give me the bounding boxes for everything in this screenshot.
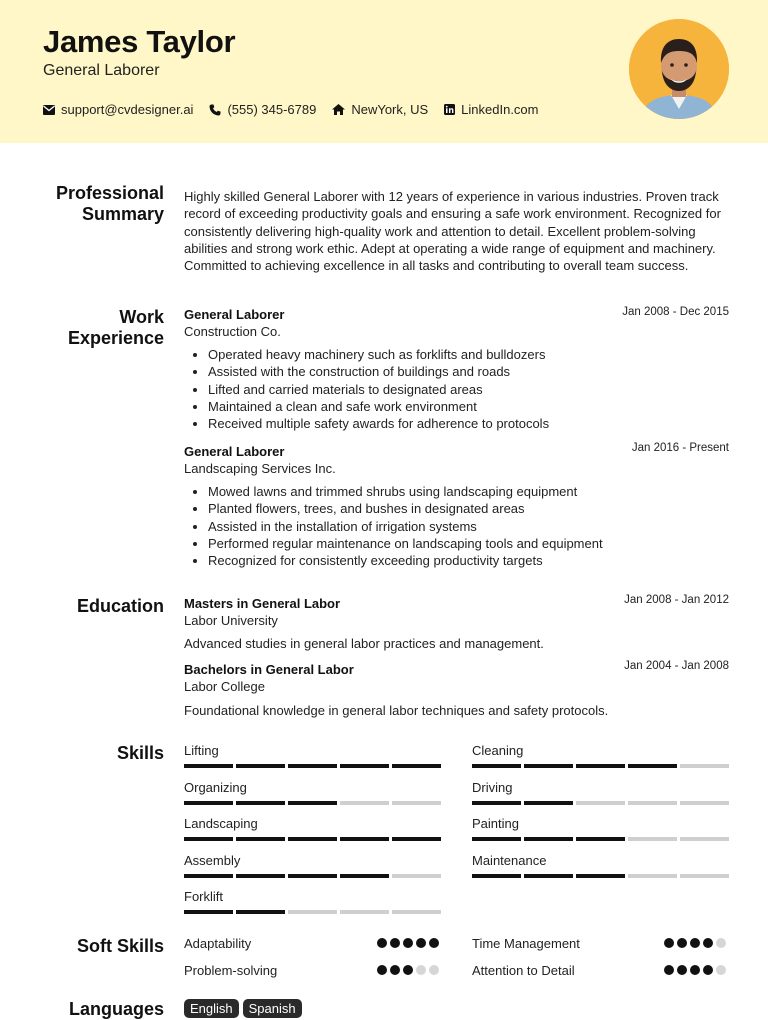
skill-level-segment <box>576 874 625 878</box>
skill-label: Driving <box>472 779 513 795</box>
job-title: General Laborer <box>184 444 285 459</box>
contact-row <box>43 102 555 117</box>
skill-level-bar <box>472 801 729 805</box>
home-icon <box>332 104 345 115</box>
languages-heading: Languages <box>68 999 164 1019</box>
skill-level-segment <box>576 837 625 841</box>
rating-dot <box>716 965 726 975</box>
skill-level-segment <box>340 801 389 805</box>
languages-list <box>184 999 306 1018</box>
skill-label: Assembly <box>184 852 241 868</box>
rating-dot <box>416 965 426 975</box>
skill-level-segment <box>628 837 677 841</box>
rating-dot <box>416 938 426 948</box>
list-item: • Planted flowers, trees, and bushes in designated areas <box>208 500 748 517</box>
list-item: • Performed regular maintenance on landscaping tools and equipment <box>208 535 748 552</box>
skill-level-bar <box>472 837 729 841</box>
rating-dot <box>390 938 400 948</box>
list-item: • Assisted in the installation of irrigation systems <box>208 518 748 535</box>
skill-level-segment <box>628 801 677 805</box>
rating-dot <box>664 938 674 948</box>
skill-level-bar <box>184 837 441 841</box>
envelope-icon <box>43 105 55 115</box>
rating-dot <box>703 938 713 948</box>
rating-dot <box>390 965 400 975</box>
skill-level-segment <box>288 910 337 914</box>
rating-dot <box>690 938 700 948</box>
rating-dot <box>429 965 439 975</box>
skill-level-segment <box>628 764 677 768</box>
skill-level-segment <box>288 801 337 805</box>
rating-dot <box>377 965 387 975</box>
skill-level-segment <box>472 764 521 768</box>
skill-level-segment <box>236 801 285 805</box>
contact-linkedin[interactable] <box>444 102 538 117</box>
skill-level-bar <box>184 910 441 914</box>
skill-level-segment <box>184 837 233 841</box>
skill-level-segment <box>236 764 285 768</box>
skill-level-segment <box>524 837 573 841</box>
language-badge: English <box>184 999 239 1018</box>
skill-level-segment <box>628 874 677 878</box>
resume-header <box>0 0 768 143</box>
job-company: Construction Co. <box>184 324 281 339</box>
skill-level-segment <box>472 874 521 878</box>
job-title: General Laborer <box>184 307 285 322</box>
skill-level-segment <box>236 910 285 914</box>
degree-title: Masters in General Labor <box>184 596 341 611</box>
soft-skill-label: Attention to Detail <box>472 963 575 978</box>
list-item: • Operated heavy machinery such as forklifts and bulldozers <box>208 346 748 363</box>
skill-level-segment <box>680 837 729 841</box>
skill-label: Forklift <box>184 889 223 904</box>
soft-skill-rating <box>664 938 726 948</box>
summary-heading <box>40 183 164 225</box>
skill-level-segment <box>680 801 729 805</box>
soft-skill-rating <box>664 965 726 975</box>
skill-level-segment <box>288 874 337 878</box>
skill-level-segment <box>392 874 441 878</box>
skill-label: Lifting <box>184 743 219 758</box>
list-item: • Recognized for consistently exceeding productivity targets <box>208 552 748 569</box>
avatar-portrait <box>629 19 729 119</box>
job-bullets <box>184 346 748 432</box>
soft-skill-rating <box>377 938 439 948</box>
linkedin-text: LinkedIn.com <box>461 102 539 117</box>
skill-level-segment <box>472 837 521 841</box>
skill-level-segment <box>576 801 625 805</box>
degree-title: Bachelors in General Labor <box>184 662 354 677</box>
skill-level-segment <box>392 910 441 914</box>
skill-level-segment <box>576 764 625 768</box>
profile-photo <box>629 19 729 119</box>
contact-email[interactable] <box>43 102 193 117</box>
job-dates: Jan 2016 - Present <box>631 442 729 454</box>
experience-heading-line1: Work <box>119 307 164 327</box>
skills-heading: Skills <box>116 743 164 763</box>
skill-level-segment <box>184 874 233 878</box>
language-badge: Spanish <box>243 999 302 1018</box>
rating-dot <box>403 938 413 948</box>
skill-level-segment <box>392 764 441 768</box>
job-dates: Jan 2008 - Dec 2015 <box>622 306 729 318</box>
contact-phone[interactable] <box>209 102 316 117</box>
skill-level-segment <box>340 837 389 841</box>
summary-heading-line2: Summary <box>81 204 164 224</box>
skill-level-segment <box>340 910 389 914</box>
school-name: Labor College <box>184 679 265 694</box>
skill-level-segment <box>184 801 233 805</box>
summary-heading-line1: Professional <box>55 183 164 203</box>
skill-level-bar <box>472 764 729 768</box>
skill-level-segment <box>236 874 285 878</box>
skill-level-segment <box>236 837 285 841</box>
skill-label: Painting <box>472 816 519 831</box>
linkedin-icon <box>444 104 455 115</box>
skill-level-segment <box>288 764 337 768</box>
rating-dot <box>716 938 726 948</box>
list-item: • Assisted with the construction of buildings and roads <box>208 363 748 380</box>
skill-level-bar <box>472 874 729 878</box>
skill-level-bar <box>184 764 441 768</box>
skill-level-bar <box>184 874 441 878</box>
experience-heading-line2: Experience <box>67 328 164 348</box>
location-text: NewYork, US <box>351 102 429 117</box>
list-item: • Maintained a clean and safe work environment <box>208 398 748 415</box>
skill-label: Cleaning <box>472 743 524 758</box>
skill-level-segment <box>340 764 389 768</box>
rating-dot <box>703 965 713 975</box>
skill-label: Organizing <box>184 779 247 795</box>
job-bullets <box>184 483 748 569</box>
rating-dot <box>377 938 387 948</box>
job-company: Landscaping Services Inc. <box>184 461 336 476</box>
education-dates: Jan 2004 - Jan 2008 <box>624 660 729 672</box>
education-heading: Education <box>76 596 164 616</box>
soft-skill-label: Adaptability <box>184 936 252 951</box>
education-desc: Advanced studies in general labor practices and management. <box>184 636 544 651</box>
rating-dot <box>690 965 700 975</box>
skill-level-segment <box>340 874 389 878</box>
soft-skill-rating <box>377 965 439 975</box>
list-item: • Mowed lawns and trimmed shrubs using landscaping equipment <box>208 483 748 500</box>
skill-label: Landscaping <box>184 816 258 831</box>
skill-level-segment <box>524 764 573 768</box>
list-item: • Received multiple safety awards for adherence to protocols <box>208 415 748 432</box>
summary-text: Highly skilled General Laborer with 12 years of experience in various industries. Proven track record of exceeding productivity goals and ensuring a safe work environment. Recognized for consistently delivering high-quality work and attention to detail. Excellent problem-solving abilities and strong work ethic. Adept at operating a wide range of equipment and machinery. Committed to achieving excellence in all tasks and contributing to overall team success. <box>184 189 721 274</box>
skill-level-segment <box>680 874 729 878</box>
soft-skill-label: Problem-solving <box>184 963 278 978</box>
contact-location <box>332 102 428 117</box>
skill-level-segment <box>392 837 441 841</box>
skill-level-bar <box>184 801 441 805</box>
skill-level-segment <box>184 910 233 914</box>
skill-level-segment <box>524 801 573 805</box>
rating-dot <box>677 965 687 975</box>
skill-level-segment <box>472 801 521 805</box>
rating-dot <box>429 938 439 948</box>
list-item: • Lifted and carried materials to designated areas <box>208 381 748 398</box>
experience-heading <box>40 307 164 349</box>
soft-skill-label: Time Management <box>472 936 580 951</box>
education-desc: Foundational knowledge in general labor techniques and safety protocols. <box>184 703 609 718</box>
rating-dot <box>403 965 413 975</box>
email-text: support@cvdesigner.ai <box>61 102 194 117</box>
phone-text: (555) 345-6789 <box>227 102 317 117</box>
candidate-name: James Taylor <box>43 24 236 59</box>
rating-dot <box>677 938 687 948</box>
skill-level-segment <box>392 801 441 805</box>
phone-icon <box>209 104 221 116</box>
skill-label: Maintenance <box>472 852 547 868</box>
skill-level-segment <box>184 764 233 768</box>
education-dates: Jan 2008 - Jan 2012 <box>624 594 729 606</box>
school-name: Labor University <box>184 613 278 628</box>
rating-dot <box>664 965 674 975</box>
soft-skills-heading: Soft Skills <box>76 936 164 956</box>
skill-level-segment <box>524 874 573 878</box>
candidate-title: General Laborer <box>43 62 160 79</box>
skill-level-segment <box>680 764 729 768</box>
skill-level-segment <box>288 837 337 841</box>
